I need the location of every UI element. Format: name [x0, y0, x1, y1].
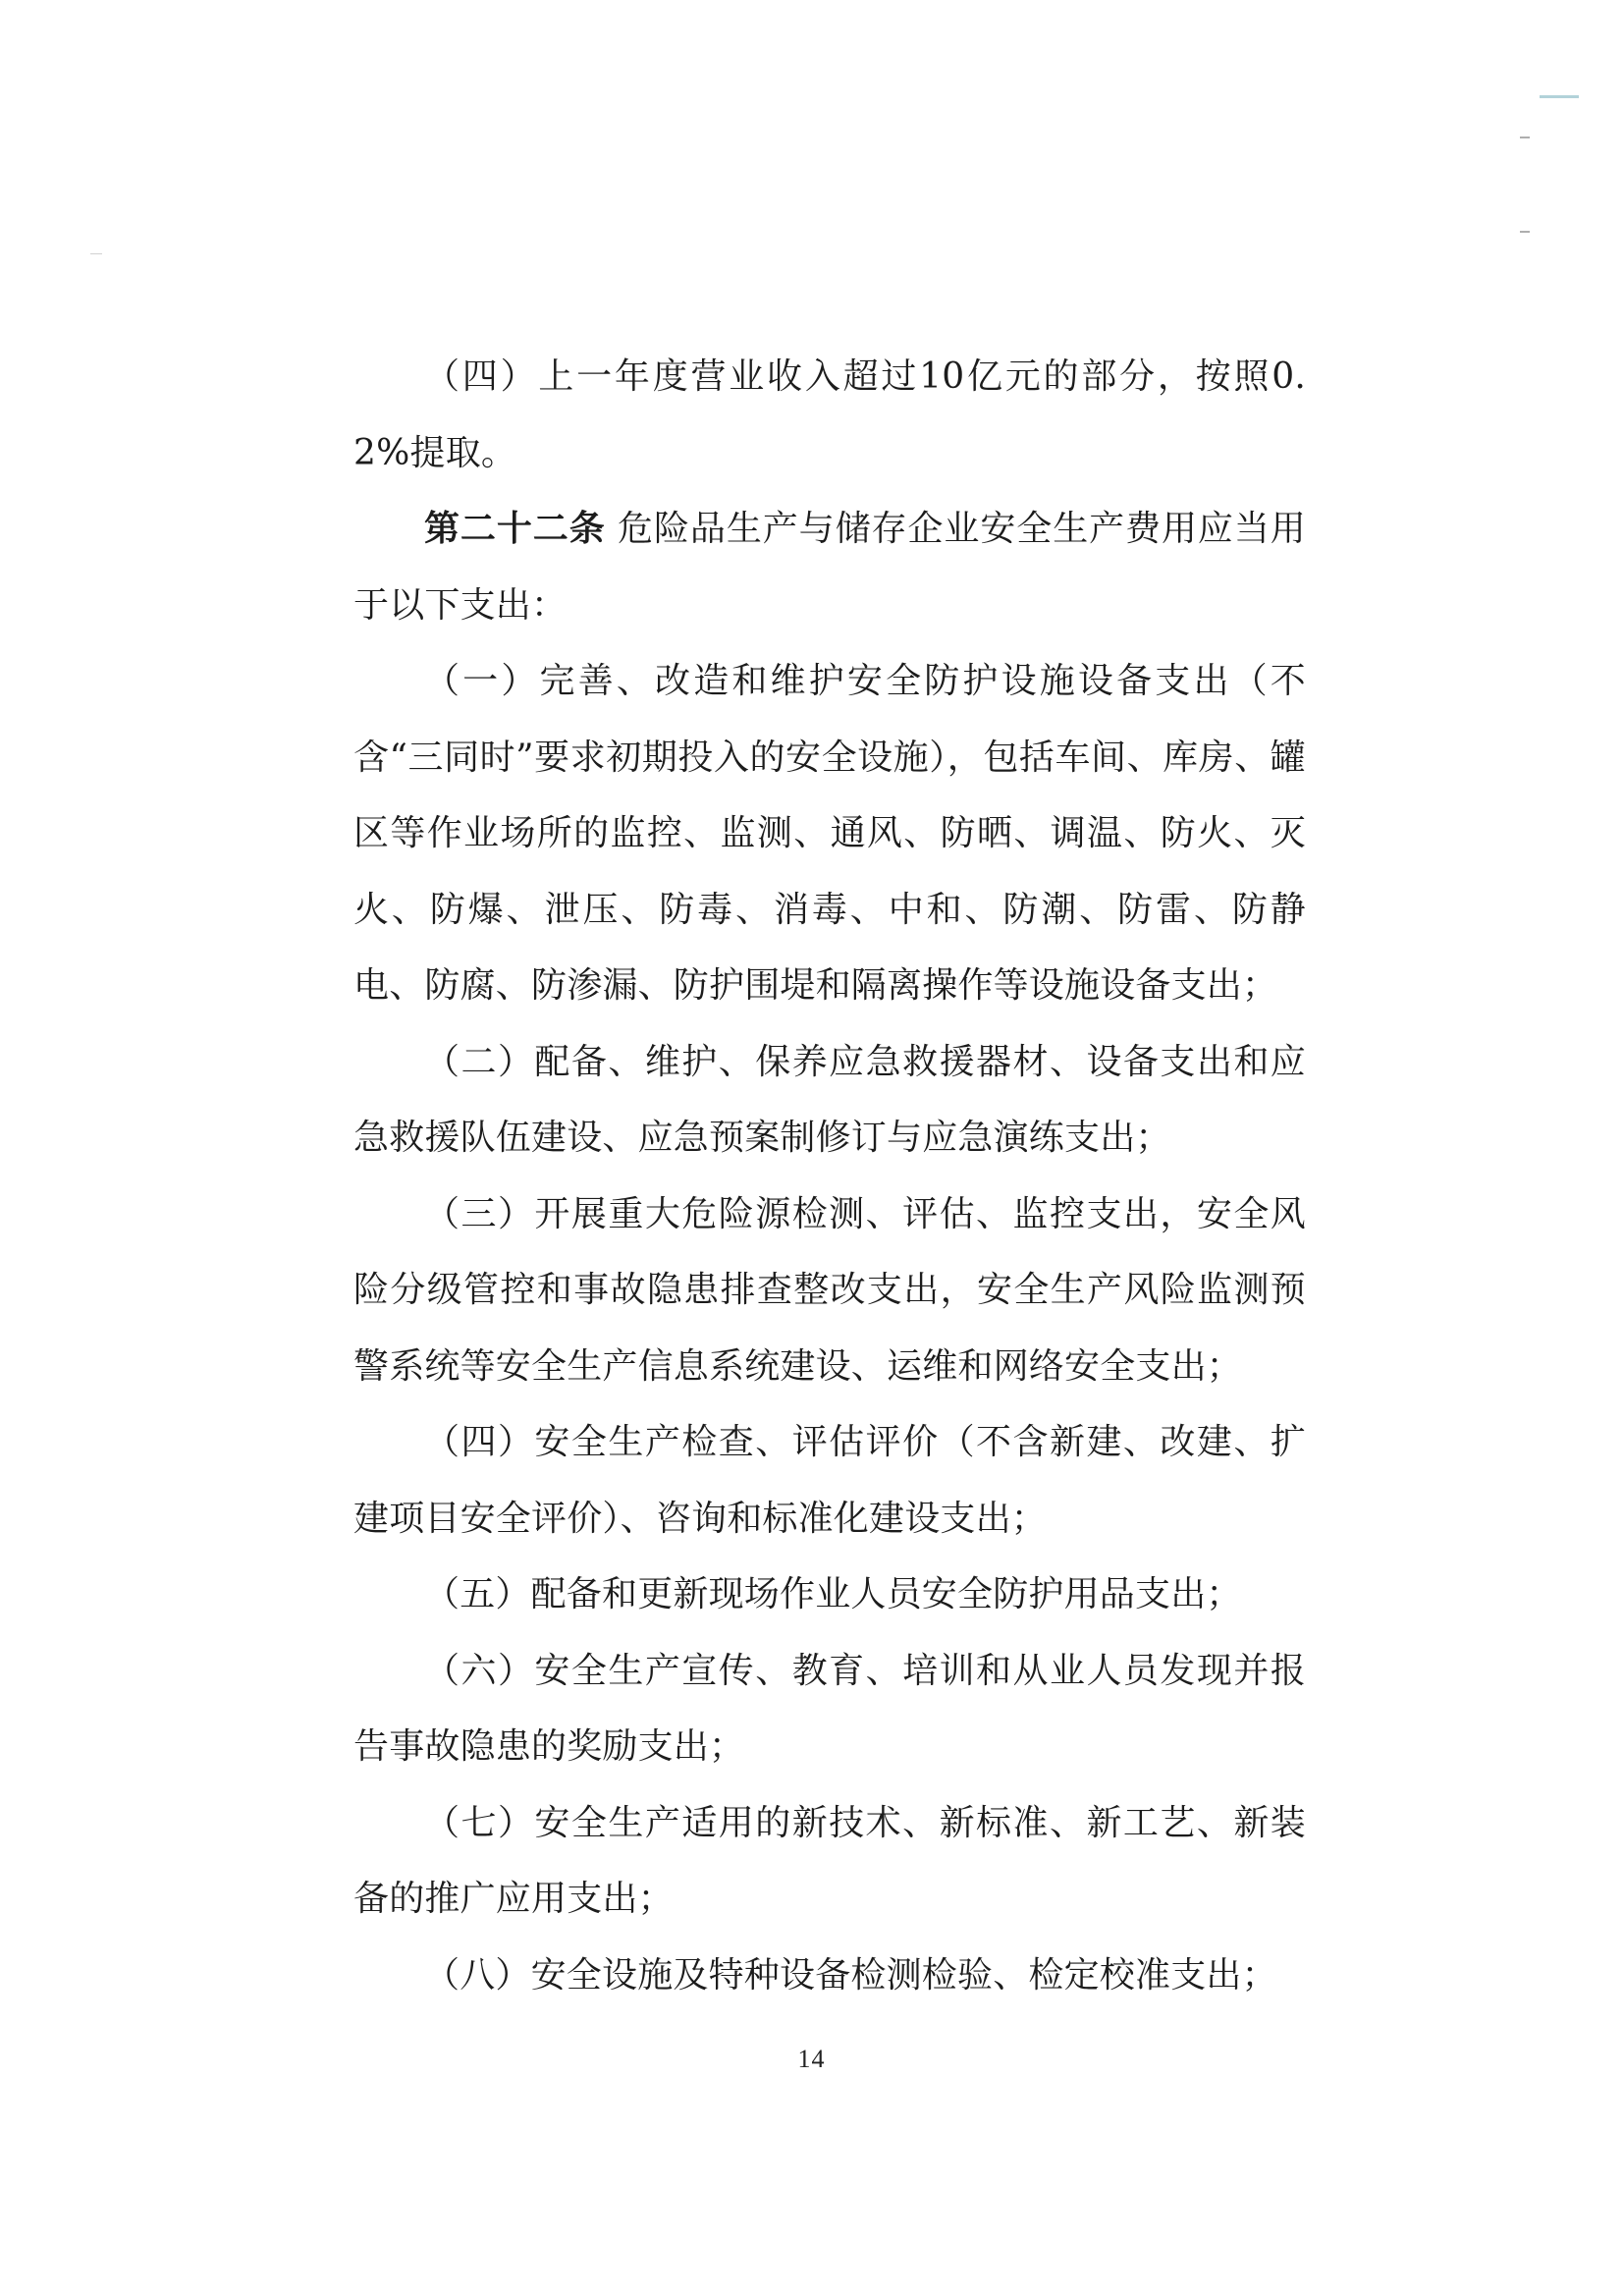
paragraph-text: （三）开展重大危险源检测、评估、监控支出，安全风险分级管控和事故隐患排查整改支出，安全生产风险监测预警系统等安全生产信息系统建设、运维和网络安全支出； [353, 1193, 1306, 1387]
scan-artifact [1520, 137, 1530, 138]
paragraph-item-1 [353, 643, 1306, 1024]
paragraph-item-4 [353, 1404, 1306, 1557]
article-heading: 第二十二条 [424, 509, 606, 549]
paragraph-revenue-tier-4 [353, 339, 1306, 491]
paragraph-item-2 [353, 1024, 1306, 1176]
paragraph-text: 危险品生产与储存企业安全生产费用应当用于以下支出： [353, 509, 1306, 626]
scan-artifact [1520, 231, 1530, 233]
scan-artifact [90, 253, 102, 254]
paragraph-text: （七）安全生产适用的新技术、新标准、新工艺、新装备的推广应用支出； [353, 1802, 1306, 1919]
paragraph-text: （五）配备和更新现场作业人员安全防护用品支出； [424, 1574, 1242, 1614]
paragraph-item-8 [353, 1938, 1306, 2014]
paragraph-text: （六）安全生产宣传、教育、培训和从业人员发现并报告事故隐患的奖励支出； [353, 1650, 1306, 1767]
paragraph-text: （四）安全生产检查、评估评价（不含新建、改建、扩建项目安全评价）、咨询和标准化建设支出； [353, 1422, 1306, 1539]
paragraph-item-5 [353, 1557, 1306, 1633]
paragraph-item-7 [353, 1785, 1306, 1938]
paragraph-text: （八）安全设施及特种设备检测检验、检定校准支出； [424, 1954, 1277, 1995]
paragraph-text: （一）完善、改造和维护安全防护设施设备支出（不含“三同时”要求初期投入的安全设施），包括车间、库房、罐区等作业场所的监控、监测、通风、防晒、调温、防火、灭火、防爆、泄压、防毒、消毒、中和、防潮、防雷、防静电、防腐、防渗漏、防护围堤和隔离操作等设施设备支出； [353, 661, 1306, 1006]
paragraph-item-6 [353, 1633, 1306, 1785]
paragraph-article-22 [353, 491, 1306, 643]
page-number: 14 [797, 2045, 826, 2073]
paragraph-text: （二）配备、维护、保养应急救援器材、设备支出和应急救援队伍建设、应急预案制修订与应急演练支出； [353, 1041, 1306, 1158]
paragraph-item-3 [353, 1176, 1306, 1405]
scan-artifact [1540, 95, 1579, 98]
document-body [353, 339, 1306, 2013]
paragraph-text: （四）上一年度营业收入超过10亿元的部分，按照0.2%提取。 [353, 356, 1306, 473]
